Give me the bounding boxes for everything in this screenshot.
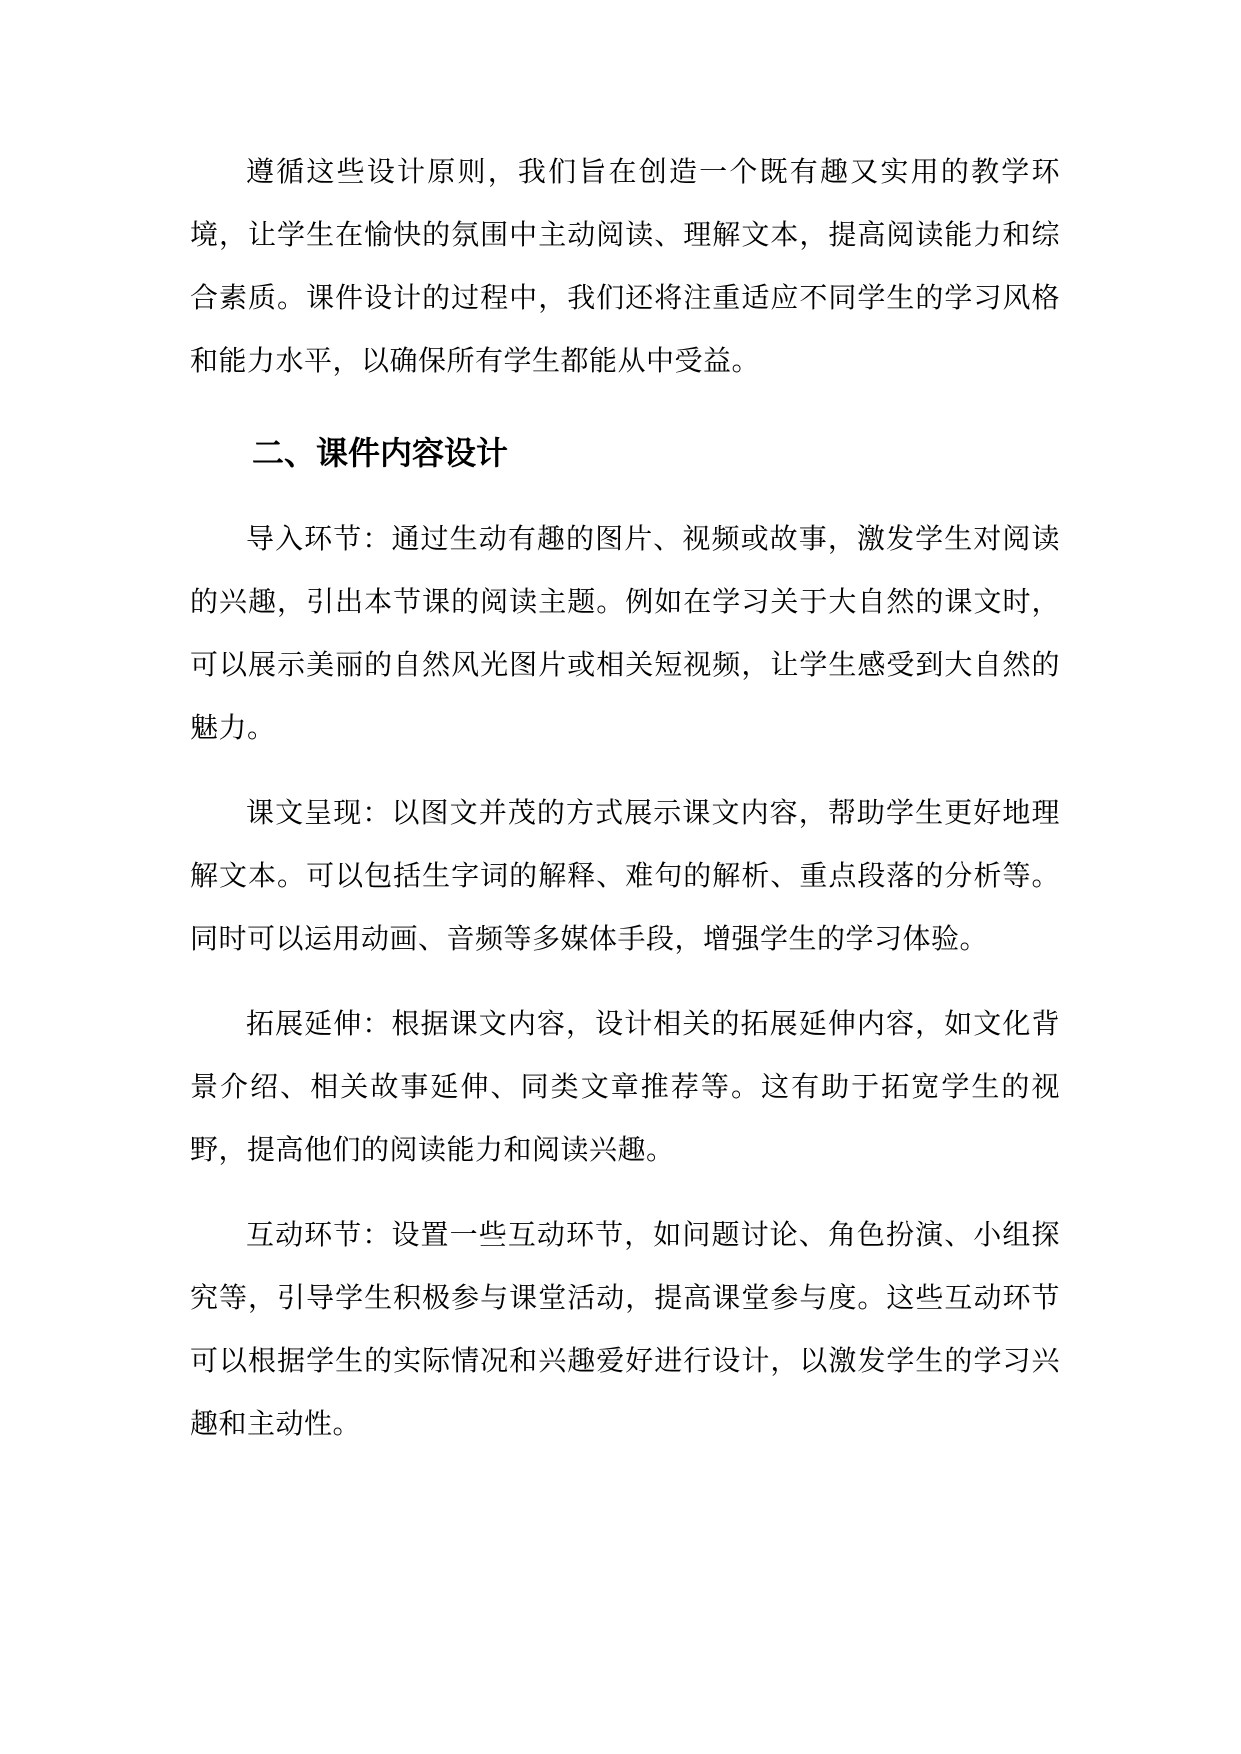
- section-heading: 二、课件内容设计: [252, 434, 509, 472]
- paragraph-extension: 拓展延伸：根据课文内容，设计相关的拓展延伸内容，如文化背景介绍、相关故事延伸、同类文章推荐等。这有助于拓宽学生的视野，提高他们的阅读能力和阅读兴趣。: [190, 1007, 1060, 1166]
- paragraph-interaction: 互动环节：设置一些互动环节，如问题讨论、角色扮演、小组探究等，引导学生积极参与课堂活动，提高课堂参与度。这些互动环节可以根据学生的实际情况和兴趣爱好进行设计，以激发学生的学习兴趣和主动性。: [190, 1218, 1060, 1440]
- intro-paragraph: 遵循这些设计原则，我们旨在创造一个既有趣又实用的教学环境，让学生在愉快的氛围中主动阅读、理解文本，提高阅读能力和综合素质。课件设计的过程中，我们还将注重适应不同学生的学习风格和能力水平，以确保所有学生都能从中受益。: [190, 155, 1060, 377]
- document-page: [190, 140, 1060, 1455]
- paragraph-import: 导入环节：通过生动有趣的图片、视频或故事，激发学生对阅读的兴趣，引出本节课的阅读主题。例如在学习关于大自然的课文时，可以展示美丽的自然风光图片或相关短视频，让学生感受到大自然的魅力。: [190, 522, 1060, 744]
- paragraph-text-presentation: 课文呈现：以图文并茂的方式展示课文内容，帮助学生更好地理解文本。可以包括生字词的解释、难句的解析、重点段落的分析等。同时可以运用动画、音频等多媒体手段，增强学生的学习体验。: [190, 796, 1060, 955]
